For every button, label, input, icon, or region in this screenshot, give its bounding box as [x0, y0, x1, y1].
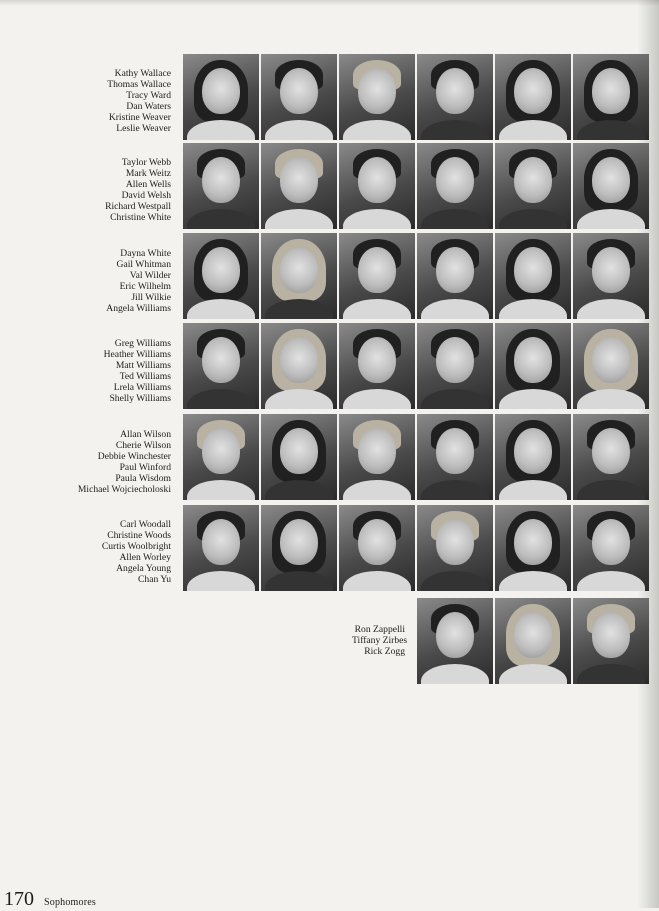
student-name: Cherie Wilson	[115, 439, 171, 451]
student-name: Greg Williams	[114, 338, 171, 349]
student-name: Rick Zogg	[364, 645, 405, 657]
student-name: Dayna White	[120, 248, 171, 259]
student-portrait	[495, 414, 571, 500]
student-name: Ron Zappelli	[354, 624, 405, 635]
student-name: Kathy Wallace	[114, 68, 171, 79]
student-name: Taylor Webb	[121, 157, 171, 168]
student-portrait	[495, 323, 571, 409]
student-portrait	[495, 505, 571, 591]
student-name: Carl Woodall	[119, 519, 171, 530]
student-portrait	[495, 598, 571, 684]
student-portrait	[339, 233, 415, 319]
name-list-row-5	[0, 430, 171, 495]
page-number: 170	[4, 888, 34, 910]
student-portrait	[261, 233, 337, 319]
name-list-row-3	[0, 249, 171, 314]
student-name: Christine Woods	[107, 529, 171, 541]
student-portrait	[183, 233, 259, 319]
student-name: Val Wilder	[129, 269, 171, 281]
student-portrait	[339, 143, 415, 229]
student-portrait	[417, 414, 493, 500]
student-portrait	[417, 323, 493, 409]
student-portrait	[183, 143, 259, 229]
student-name: Heather Williams	[103, 348, 171, 360]
student-name: Ted Williams	[119, 370, 171, 382]
student-portrait	[417, 54, 493, 140]
name-list-row-1	[0, 69, 171, 134]
name-list-row-2	[0, 158, 171, 223]
name-list-row-7	[352, 624, 408, 658]
student-portrait	[183, 54, 259, 140]
student-portrait	[573, 54, 649, 140]
student-name: Tracy Ward	[126, 89, 171, 101]
page-top-shadow	[0, 0, 659, 6]
student-name: Chan Yu	[138, 573, 171, 585]
student-name: Tiffany Zirbes	[352, 634, 408, 646]
section-title: Sophomores	[44, 897, 96, 908]
student-portrait	[183, 414, 259, 500]
student-name: Mark Weitz	[125, 167, 171, 179]
student-name: Paul Winford	[119, 461, 171, 473]
student-portrait	[417, 505, 493, 591]
student-name: Allan Wilson	[120, 429, 171, 440]
student-name: Gail Whitman	[116, 258, 171, 270]
student-name: Michael Wojciecholoski	[77, 483, 171, 495]
student-name: Shelly Williams	[109, 392, 171, 404]
student-portrait	[495, 233, 571, 319]
student-portrait	[495, 54, 571, 140]
student-portrait	[573, 598, 649, 684]
student-name: Christine White	[110, 211, 171, 223]
student-portrait	[261, 505, 337, 591]
name-list-row-4	[0, 339, 171, 404]
student-portrait	[261, 54, 337, 140]
student-name: Matt Williams	[115, 359, 171, 371]
student-portrait	[417, 233, 493, 319]
student-name: Debbie Winchester	[97, 450, 171, 462]
student-portrait	[261, 143, 337, 229]
student-name: Richard Westpall	[105, 200, 171, 212]
student-name: Thomas Wallace	[107, 78, 171, 90]
student-name: Angela Williams	[106, 302, 171, 314]
student-portrait	[261, 414, 337, 500]
student-portrait	[573, 233, 649, 319]
student-name: Allen Wells	[125, 178, 171, 190]
student-name: Lrela Williams	[113, 381, 171, 393]
student-name: Angela Young	[116, 562, 171, 574]
student-portrait	[183, 505, 259, 591]
student-name: Curtis Woolbright	[101, 540, 171, 552]
student-name: David Welsh	[121, 189, 171, 201]
name-list-row-6	[0, 520, 171, 585]
student-name: Paula Wisdom	[115, 472, 171, 484]
student-portrait	[573, 505, 649, 591]
student-portrait	[183, 323, 259, 409]
student-name: Dan Waters	[126, 100, 171, 112]
student-portrait	[417, 143, 493, 229]
student-portrait	[573, 143, 649, 229]
student-portrait	[573, 323, 649, 409]
student-portrait	[339, 54, 415, 140]
student-name: Jill Wilkie	[131, 291, 171, 303]
student-portrait	[339, 414, 415, 500]
student-name: Leslie Weaver	[116, 122, 171, 134]
student-portrait	[495, 143, 571, 229]
student-portrait	[573, 414, 649, 500]
student-portrait	[417, 598, 493, 684]
student-portrait	[261, 323, 337, 409]
student-name: Eric Wilhelm	[119, 280, 171, 292]
student-portrait	[339, 323, 415, 409]
student-name: Allen Worley	[119, 551, 171, 563]
student-portrait	[339, 505, 415, 591]
student-name: Kristine Weaver	[108, 111, 171, 123]
